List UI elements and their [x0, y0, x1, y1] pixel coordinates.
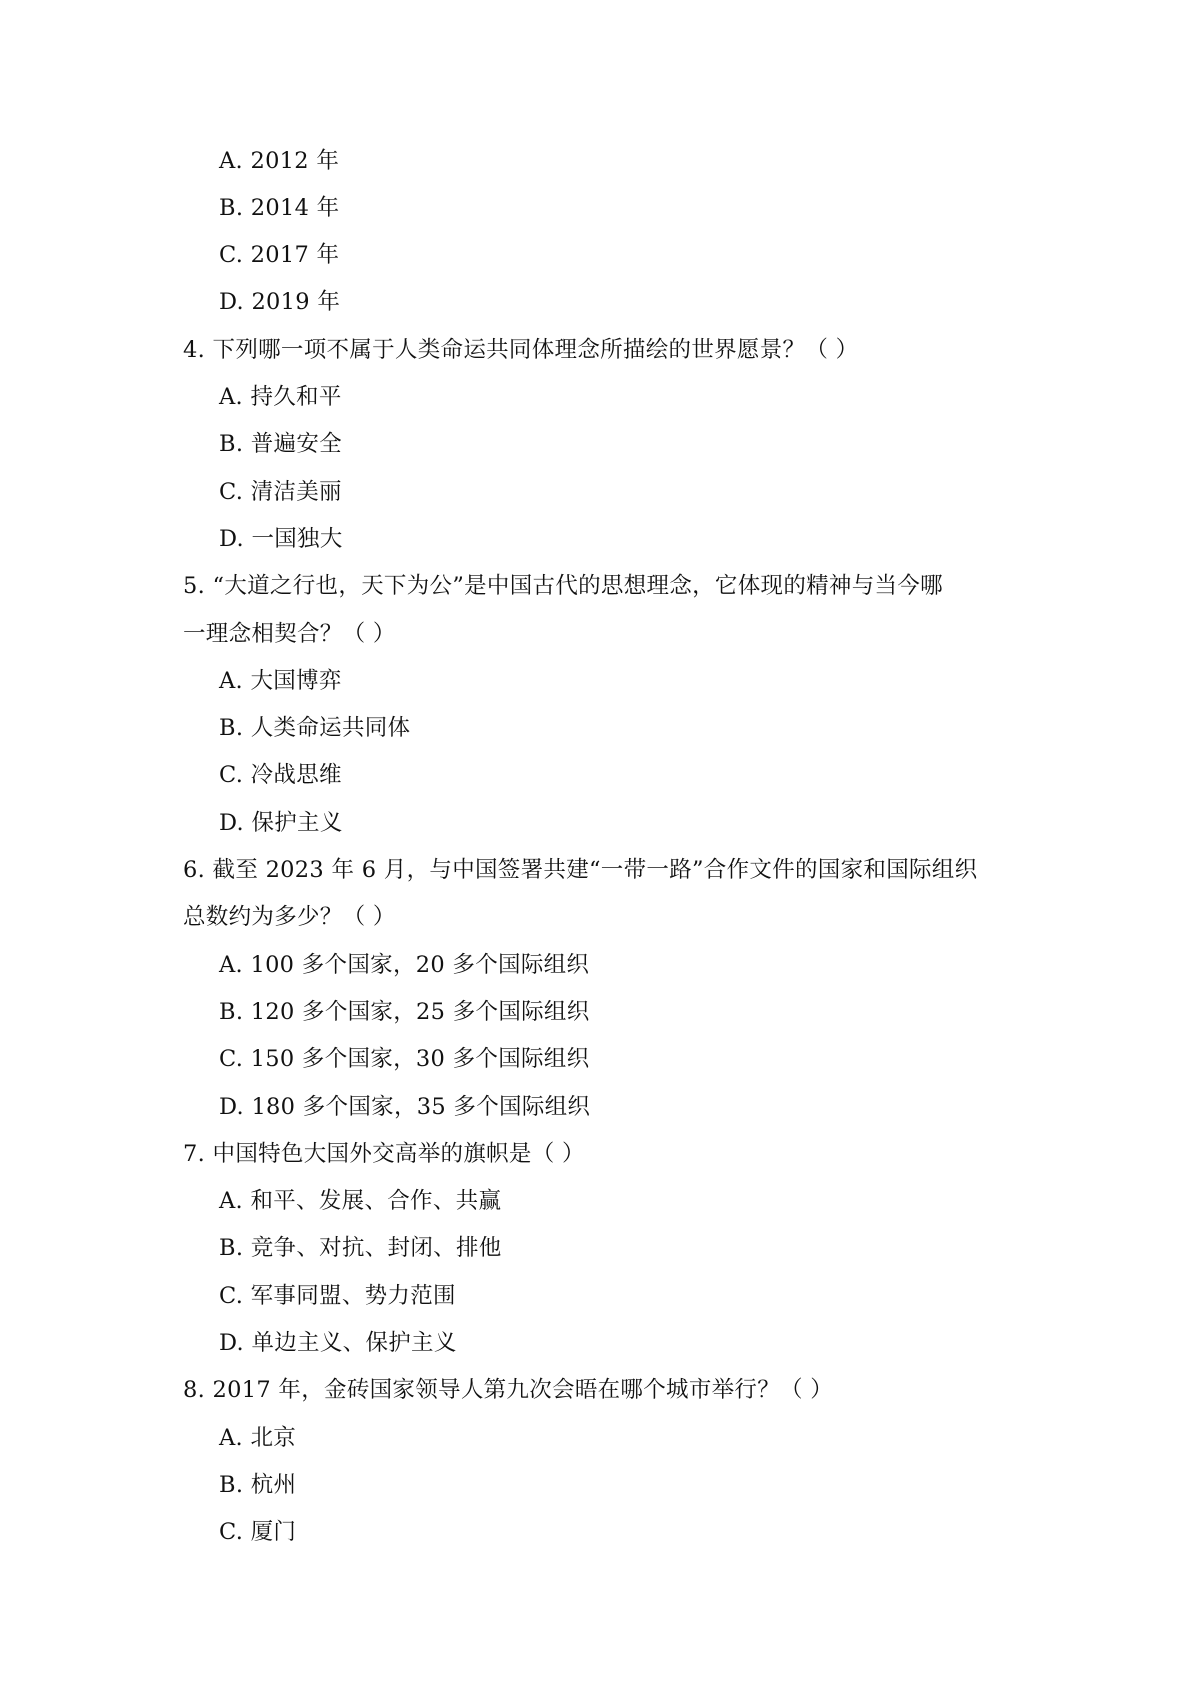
option-c: C. 2017 年 [219, 242, 340, 268]
question-5-option-a: A. 大国博弈 [219, 668, 342, 694]
option-b: B. 2014 年 [219, 195, 340, 221]
question-6-option-a: A. 100 多个国家，20 多个国际组织 [219, 952, 590, 978]
question-5-stem-line-1: 5. “大道之行也，天下为公”是中国古代的思想理念，它体现的精神与当今哪 [183, 573, 943, 599]
question-4-option-c: C. 清洁美丽 [219, 479, 342, 505]
option-a: A. 2012 年 [219, 148, 340, 174]
question-8-option-a: A. 北京 [219, 1425, 297, 1451]
question-6-stem-line-2: 总数约为多少？（ ） [183, 904, 396, 930]
question-7-option-d: D. 单边主义、保护主义 [219, 1330, 457, 1356]
question-5-option-d: D. 保护主义 [219, 810, 343, 836]
question-8-option-c: C. 厦门 [219, 1519, 297, 1545]
question-8-option-b: B. 杭州 [219, 1472, 297, 1498]
question-5-option-c: C. 冷战思维 [219, 762, 342, 788]
question-7-option-c: C. 军事同盟、势力范围 [219, 1283, 456, 1309]
question-6-stem-line-1: 6. 截至 2023 年 6 月，与中国签署共建“一带一路”合作文件的国家和国际组织 [183, 857, 978, 883]
question-7-stem: 7. 中国特色大国外交高举的旗帜是（ ） [183, 1141, 585, 1167]
question-7-option-b: B. 竞争、对抗、封闭、排他 [219, 1235, 502, 1261]
question-7-option-a: A. 和平、发展、合作、共赢 [219, 1188, 502, 1214]
question-4-stem: 4. 下列哪一项不属于人类命运共同体理念所描绘的世界愿景？（ ） [183, 337, 859, 363]
option-d: D. 2019 年 [219, 289, 341, 315]
question-5-option-b: B. 人类命运共同体 [219, 715, 411, 741]
question-4-option-d: D. 一国独大 [219, 526, 343, 552]
question-5-stem-line-2: 一理念相契合？（ ） [183, 621, 396, 647]
question-4-option-b: B. 普遍安全 [219, 431, 342, 457]
question-6-option-d: D. 180 多个国家，35 多个国际组织 [219, 1094, 591, 1120]
question-6-option-b: B. 120 多个国家，25 多个国际组织 [219, 999, 590, 1025]
question-4-option-a: A. 持久和平 [219, 384, 342, 410]
question-8-stem: 8. 2017 年，金砖国家领导人第九次会晤在哪个城市举行？（ ） [183, 1377, 834, 1403]
question-6-option-c: C. 150 多个国家，30 多个国际组织 [219, 1046, 590, 1072]
